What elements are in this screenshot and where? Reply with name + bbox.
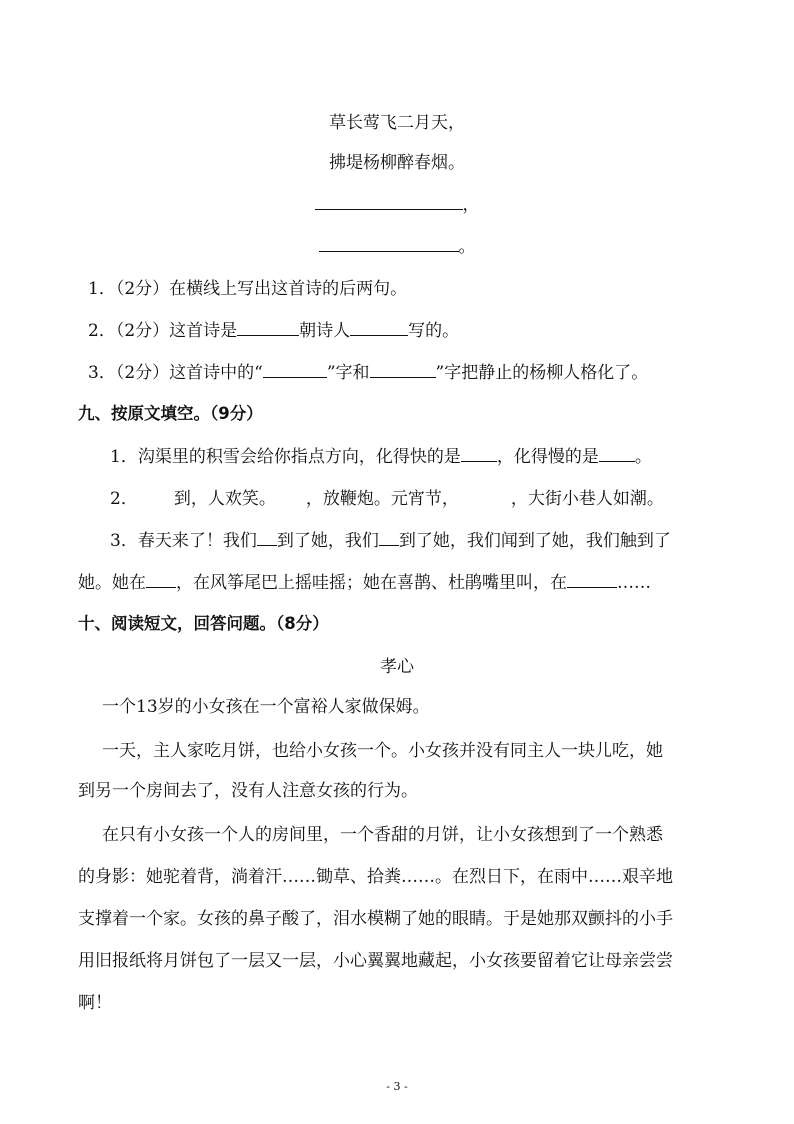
passage-paragraph-3-line-1: 在只有小女孩一个人的房间里，一个香甜的月饼，让小女孩想到了一个熟悉 bbox=[102, 825, 663, 845]
q-text: 写的。 bbox=[408, 321, 460, 341]
poem-punct: 。 bbox=[458, 237, 476, 257]
answer-blank[interactable] bbox=[599, 443, 635, 462]
s9-q1 bbox=[110, 442, 652, 467]
answer-blank[interactable] bbox=[370, 359, 436, 378]
poem-line-2: 拂堤杨柳醉春烟。 bbox=[329, 153, 465, 173]
q-text: …… bbox=[617, 573, 651, 593]
q-text: ”字和 bbox=[326, 363, 370, 383]
passage-paragraph-3-line-5: 啊！ bbox=[78, 993, 112, 1013]
q8-1: 1．（2分）在横线上写出这首诗的后两句。 bbox=[88, 279, 408, 299]
passage-paragraph-2-line-2: 到另一个房间去了，没有人注意女孩的行为。 bbox=[78, 781, 418, 801]
answer-blank[interactable] bbox=[315, 191, 463, 210]
q-text: 2． bbox=[110, 489, 138, 509]
passage-title: 孝心 bbox=[380, 657, 414, 677]
poem-line-3 bbox=[0, 190, 794, 215]
answer-blank[interactable] bbox=[567, 569, 617, 588]
q-text: 1．沟渠里的积雪会给你指点方向，化得快的是 bbox=[110, 447, 461, 467]
passage-paragraph-3-line-2: 的身影：她驼着背，淌着汗……锄草、拾粪……。在烈日下，在雨中……艰辛地 bbox=[78, 867, 673, 887]
q-text: ，放鞭炮。元宵节， bbox=[305, 489, 459, 509]
q-text: ”字把静止的杨柳人格化了。 bbox=[435, 363, 649, 383]
answer-blank[interactable] bbox=[257, 527, 277, 546]
q-text: ，大街小巷人如潮。 bbox=[510, 489, 664, 509]
q-text: 2．（2分）这首诗是 bbox=[88, 321, 238, 341]
answer-blank[interactable] bbox=[461, 443, 497, 462]
s9-q3-line-2 bbox=[78, 568, 651, 593]
q-text: ，在风筝尾巴上摇哇摇；她在喜鹊、杜鹃嘴里叫，在 bbox=[176, 573, 567, 593]
q-text: 。 bbox=[634, 447, 652, 467]
passage-paragraph-3-line-3: 支撑着一个家。女孩的鼻子酸了，泪水模糊了她的眼睛。于是她那双颤抖的小手 bbox=[78, 909, 673, 929]
passage-paragraph-2-line-1: 一天，主人家吃月饼，也给小女孩一个。小女孩并没有同主人一块儿吃，她 bbox=[102, 741, 663, 761]
q-text: 到了她，我们闻到了她，我们触到了 bbox=[398, 531, 671, 551]
q-text: 朝诗人 bbox=[299, 321, 351, 341]
poem-punct: ， bbox=[462, 195, 480, 215]
q-text: 3．春天来了！我们 bbox=[110, 531, 257, 551]
section-10-heading: 十、阅读短文，回答问题。（8分） bbox=[78, 614, 329, 633]
q8-2 bbox=[88, 316, 459, 341]
answer-blank[interactable] bbox=[379, 527, 399, 546]
section-9-heading: 九、按原文填空。（9分） bbox=[78, 404, 263, 423]
answer-blank[interactable] bbox=[146, 569, 176, 588]
s9-q2 bbox=[110, 484, 664, 509]
q-text: 3．（2分）这首诗中的“ bbox=[88, 363, 263, 383]
page-number: - 3 - bbox=[386, 1080, 408, 1093]
answer-blank[interactable] bbox=[350, 317, 408, 336]
answer-blank[interactable] bbox=[237, 317, 299, 336]
q8-3 bbox=[88, 358, 648, 383]
passage-paragraph-1: 一个13岁的小女孩在一个富裕人家做保姆。 bbox=[102, 697, 430, 717]
passage-paragraph-3-line-4: 用旧报纸将月饼包了一层又一层，小心翼翼地藏起，小女孩要留着它让母亲尝尝 bbox=[78, 951, 673, 971]
answer-blank[interactable] bbox=[263, 359, 327, 378]
q-text: 到，人欢笑。 bbox=[173, 489, 276, 509]
poem-line-1: 草长莺飞二月天， bbox=[329, 113, 465, 133]
s9-q3-line-1 bbox=[110, 526, 671, 551]
q-text: ，化得慢的是 bbox=[496, 447, 599, 467]
answer-blank[interactable] bbox=[319, 233, 459, 252]
q-text: 她。她在 bbox=[78, 573, 146, 593]
q-text: 到了她，我们 bbox=[276, 531, 379, 551]
poem-line-4 bbox=[0, 232, 794, 257]
